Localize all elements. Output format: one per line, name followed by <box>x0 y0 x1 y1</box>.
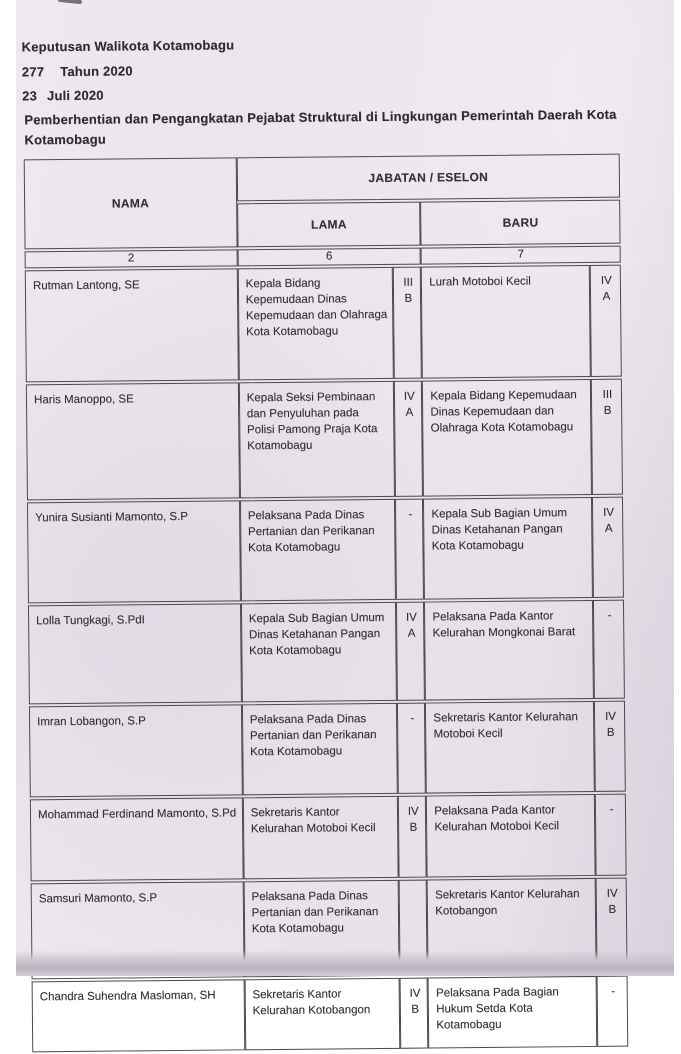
cell-jabatan-baru: Pelaksana Pada Kantor Kelurahan Mongkonai Barat <box>424 600 593 701</box>
cell-eselon-baru: IV B <box>595 878 627 974</box>
cell-eselon-baru: IV A <box>590 265 622 377</box>
table-row <box>32 976 629 1053</box>
paper-sheet <box>16 0 674 1032</box>
cell-eselon-lama: IV B <box>400 978 429 1049</box>
table-row <box>30 794 627 882</box>
cell-jabatan-lama: Sekretaris Kantor Kelurahan Kotobangon <box>244 978 400 1050</box>
col-number-nama: 2 <box>25 249 238 268</box>
cell-eselon-lama: - <box>397 703 426 794</box>
cell-jabatan-lama: Pelaksana Pada Dinas Pertanian dan Perikanan Kota Kotamobagu <box>240 499 396 601</box>
col-header-lama: LAMA <box>237 202 421 248</box>
table-row <box>28 600 625 705</box>
doc-year: Tahun 2020 <box>60 63 133 80</box>
cell-eselon-lama: III B <box>393 267 422 379</box>
cell-jabatan-baru: Sekretaris Kantor Kelurahan Kotobangon <box>427 878 596 976</box>
cell-jabatan-lama: Pelaksana Pada Dinas Pertanian dan Perikanan Kota Kotamobagu <box>242 703 398 795</box>
cell-jabatan-lama: Kepala Bidang Kepemudaan Dinas Kepemudaan dan Olahraga Kota Kotamobagu <box>237 267 394 380</box>
col-header-baru: BARU <box>420 200 620 246</box>
cell-nama: Rutman Lantong, SE <box>25 268 239 382</box>
cell-eselon-lama: IV A <box>396 602 425 701</box>
cell-jabatan-baru: Pelaksana Pada Kantor Kelurahan Motoboi Kecil <box>426 794 595 878</box>
cell-eselon-lama: - <box>395 499 424 600</box>
table-row <box>29 701 626 798</box>
col-number-baru: 7 <box>421 246 621 265</box>
cell-nama: Chandra Suhendra Masloman, SH <box>32 979 245 1052</box>
cell-jabatan-baru: Lurah Motoboi Kecil <box>421 265 591 379</box>
appointments-table <box>24 152 629 1054</box>
doc-number-line <box>22 58 672 79</box>
table-row <box>26 379 623 501</box>
cell-jabatan-baru: Kepala Bidang Kepemudaan Dinas Kepemudaan dan Olahraga Kota Kotamobagu <box>422 379 592 497</box>
cell-nama: Lolla Tungkagi, S.PdI <box>28 603 242 704</box>
col-header-nama: NAMA <box>24 157 238 249</box>
cell-nama: Imran Lobangon, S.P <box>29 704 243 797</box>
paper-bottom-shadow <box>16 950 674 976</box>
cell-jabatan-baru: Pelaksana Pada Bagian Hukum Setda Kota Kotamobagu <box>428 976 597 1049</box>
cell-eselon-baru: - <box>593 600 625 699</box>
cell-nama: Mohammad Ferdinand Mamonto, S.Pd <box>30 797 243 881</box>
cell-eselon-baru: - <box>596 976 628 1047</box>
cell-jabatan-baru: Sekretaris Kantor Kelurahan Motoboi Kecil <box>425 701 594 794</box>
col-header-jabatan-eselon: JABATAN / ESELON <box>236 154 620 202</box>
doc-date-day: 23 <box>22 88 38 104</box>
cell-jabatan-baru: Kepala Sub Bagian Umum Dinas Ketahanan Pangan Kota Kotamobagu <box>423 497 593 600</box>
cell-nama: Samsuri Mamonto, S.P <box>31 881 245 979</box>
table-head <box>24 154 621 269</box>
doc-date-line <box>22 82 672 103</box>
document-header <box>20 33 673 149</box>
table-row <box>27 497 624 604</box>
cell-eselon-baru: IV B <box>594 701 626 792</box>
cell-eselon-baru: III B <box>591 379 623 495</box>
document-content <box>13 0 680 1032</box>
cell-eselon-baru: - <box>595 794 627 876</box>
table-body <box>25 265 628 1053</box>
col-number-lama: 6 <box>237 248 421 267</box>
doc-number: 277 <box>21 64 45 80</box>
cell-eselon-baru: IV A <box>592 497 624 598</box>
cell-eselon-lama: IV A <box>394 381 423 497</box>
cell-nama: Haris Manoppo, SE <box>26 382 240 500</box>
cell-jabatan-lama: Kepala Sub Bagian Umum Dinas Ketahanan Pangan Kota Kotamobagu <box>241 602 397 702</box>
cell-jabatan-lama: Pelaksana Pada Dinas Pertanian dan Perikanan Kota Kotamobagu <box>243 880 399 977</box>
doc-subject: Pemberhentian dan Pengangkatan Pejabat Struktural di Lingkungan Pemerintah Daerah Kota Kotamobagu <box>24 106 617 147</box>
cell-jabatan-lama: Sekretaris Kantor Kelurahan Motoboi Kecil <box>243 796 399 879</box>
cell-nama: Yunira Susianti Mamonto, S.P <box>27 500 241 603</box>
doc-type-line: Keputusan Walikota Kotamobagu <box>21 37 235 55</box>
cell-eselon-lama: IV B <box>398 796 427 878</box>
table-row <box>25 265 622 383</box>
doc-date-month-year: Juli 2020 <box>46 87 104 104</box>
cell-jabatan-lama: Kepala Seksi Pembinaan dan Penyuluhan pada Polisi Pamong Praja Kota Kotamobagu <box>239 381 396 498</box>
